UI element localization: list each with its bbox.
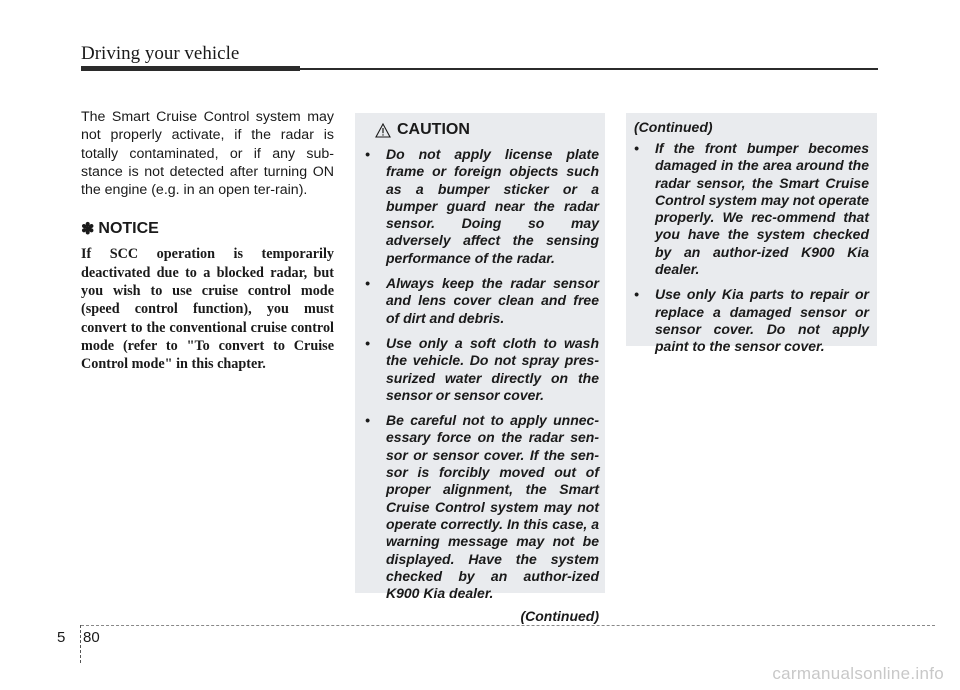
watermark: carmanualsonline.info	[772, 664, 944, 683]
list-item	[365, 146, 599, 267]
caution-title: CAUTION	[397, 121, 470, 138]
continued-label: (Continued)	[634, 119, 713, 135]
notice-title: NOTICE	[98, 220, 159, 238]
page-number-value: 80	[83, 629, 100, 646]
bullet-mark: •	[365, 146, 370, 162]
footer-divider	[80, 625, 81, 663]
list-item-text: Use only Kia parts to repair or replace a damaged sensor or sensor cover. Do not apply paint to the sensor cover.	[655, 286, 869, 355]
page-header-title: Driving your vehicle	[81, 43, 240, 64]
bullet-mark: •	[365, 275, 370, 292]
intro-paragraph: The Smart Cruise Control system may not properly activate, if the radar is totally contaminated, or if any sub-stance is not detected after turning ON the engine (e.g. in an open ter-rain).	[81, 109, 334, 199]
caution-continued-list	[634, 140, 869, 356]
section-number: 5	[57, 629, 66, 646]
star-cross-icon: ✽	[81, 221, 95, 239]
list-item-text: Use only a soft cloth to wash the vehicle. Do not spray pres-surized water directly on the sensor or sensor cover.	[386, 334, 599, 403]
list-item	[365, 335, 599, 404]
list-item-text: Always keep the radar sensor and lens cover clean and free of dirt and debris.	[386, 275, 599, 326]
list-item	[634, 286, 869, 355]
list-item	[365, 275, 599, 327]
list-item-text: Be careful not to apply unnec-essary force on the radar sen-sor or sensor cover. If the sen-sor is forcibly moved out of proper alignment, the Smart Cruise Control system may not operate correctly. In this case, a warning message may not be displayed. Have the system checked by an author-ized K900 Kia dealer.	[386, 412, 599, 602]
notice-heading	[81, 219, 334, 239]
left-column	[81, 108, 334, 374]
bullet-mark: •	[634, 286, 639, 303]
header-rule-thick	[81, 66, 300, 71]
caution-list	[365, 146, 599, 602]
bullet-mark: •	[634, 140, 639, 156]
footer-rule	[81, 625, 935, 626]
notice-body: If SCC operation is temporarily deactivated due to a blocked radar, but you wish to use cruise control mode (speed control function), you must convert to the conventional cruise control mode (refer to "To convert to Cruise Control mode" in this chapter.	[81, 246, 334, 373]
warning-triangle-icon	[375, 123, 391, 138]
list-item	[365, 412, 599, 602]
list-item-text: Do not apply license plate frame or foreign objects such as a bumper sticker or a bumper guard near the radar sensor. Doing so may adversely affect the sensing performance of the radar.	[386, 146, 599, 266]
caution-heading	[375, 121, 599, 139]
list-item	[634, 140, 869, 278]
header-rule-thin	[300, 68, 878, 70]
bullet-mark: •	[365, 334, 370, 351]
continued-label: (Continued)	[520, 608, 599, 625]
caution-box	[355, 113, 605, 625]
list-item-text: If the front bumper becomes damaged in the area around the radar sensor, the Smart Cruise Control system may not operate properly. We rec-ommend that you have the system checked by an author-ized K900 Kia dealer.	[655, 140, 869, 278]
caution-continued-box	[626, 113, 877, 355]
bullet-mark: •	[365, 412, 370, 429]
